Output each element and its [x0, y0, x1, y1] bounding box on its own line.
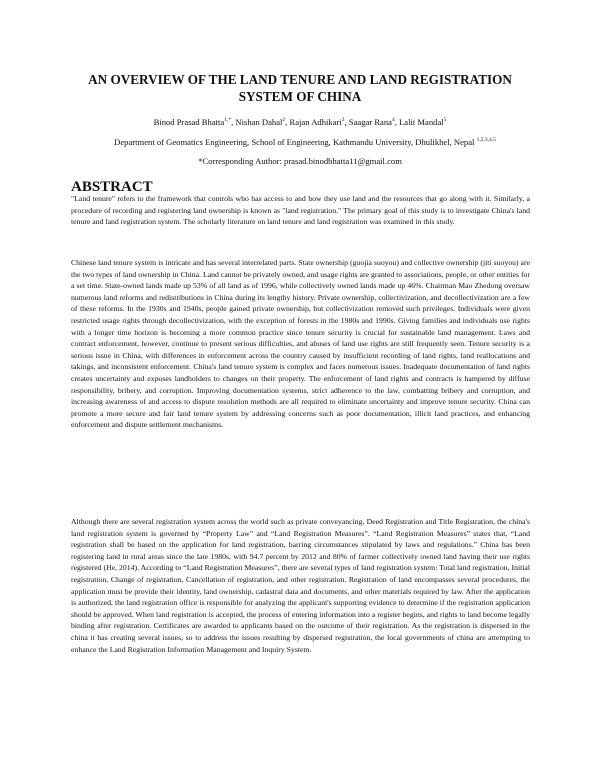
author-list: Binod Prasad Bhatta$^{1,*}$, Nishan Dahal$^2$, Rajan Adhikari$^3$, Saagar Rana$^4$, Lalit Mandal$^5$	[153, 117, 447, 127]
affiliation-mark: 1,2,3,4,5	[476, 137, 496, 144]
author-affiliation-mark: 1,*	[224, 117, 232, 124]
paper-title: AN OVERVIEW OF THE LAND TENURE AND LAND REGISTRATION SYSTEM OF CHINA	[88, 72, 512, 104]
author-name: Lalit Mandal	[399, 117, 444, 127]
author-name: Saagar Rana	[348, 117, 392, 127]
affiliation	[70, 136, 540, 148]
author-affiliation-mark: 3	[341, 117, 345, 124]
author-name: Binod Prasad Bhatta	[153, 117, 225, 127]
abstract-paragraph: Although there are several registration system across the world such as private conveyancing, Deed Registration and Title Registration, the china's land registration system is governed by “Property Law” and “Land Registration Measures”. “Land Registration Measures” states that, “Land registration shall be based on the application for land registration, barring circumstances stipulated by laws and regulations.” China has been registering land in rural areas since the late 1980s, with 94.7 percent by 2012 and 80% of farmer collectively owned land having their use rights registered (He, 2014). According to “Land Registration Measures”, there are several types of land registration system: Total land registration, Initial registration, Change of registration, Cancellation of registration, and other registration. Registration of land encompasses several procedures, the application must be provide their identity, land ownership, cadastral data and documents, and other materials required by law. After the application is authorized, the land registration office is responsible for analyzing the applicant's supporting evidence to determine if the registration application should be approved. When land registration is accepted, the process of entering information into a register begins, and rights to land become legally binding after registration. Certificates are awarded to applicants based on the outcome of their registration. As the registration is dispersed in the china it has creating several issues, so to address the issues resulting by dispersed registration, the local governments of china are attempting to enhance the Land Registration Information Management and Inquiry System.	[71, 517, 530, 654]
author-affiliation-mark: 4	[391, 117, 395, 124]
author-affiliation-mark: 2	[282, 117, 286, 124]
corresponding-author: *Corresponding Author: prasad.binodbhatta11@gmail.com	[198, 156, 402, 166]
abstract-paragraph: Chinese land tenure system is intricate and has several interrelated parts. State ownership (guojia suoyou) and collective ownership (jiti suoyou) are the two types of land ownership in China. Land cannot be privately owned, and usage rights are granted to associations, people, or other entities for a set time. State-owned lands made up 53% of all land as of 1996, while collectively owned lands made up 46%. Chairman Mao Zhedong oversaw numerous land reforms and redistributions in China during its lengthy history. Private ownership, collectivization, and decollectivization are a few of these reforms. In the 1930s and 1940s, people gained private ownership, but collectivization removed such privileges. Individuals were given restricted usage rights through decollectivization, with the exception of forests in the 1980s and 1990s. Giving families and individuals use rights with a longer time horizon is becoming a more common practice since tenure security is crucial for sustainable land management. Laws and contract enforcement, however, continue to present serious difficulties, and abuses of land use rights are still frequently seen. Tenure security is a serious issue in China, with differences in enforcement across the country caused by insufficient recording of land rights, land reallocations and takings, and inconsistent enforcement. China's land tenure system is complex and faces numerous issues. Inadequate documentation of land rights creates uncertainty and exposes landholders to changes on their property. The enforcement of land rights and contracts is hampered by diffuse responsibility, bribery, and corruption. Improving documentation systems, strict adherence to the law, combatting bribery and corruption, and increasing awareness of and access to dispute resolution methods are all required to eliminate uncertainty and improve tenure security. China can promote a more secure and fair land tenure system by addressing concerns such as poor documentation, illicit land practices, and enhancing enforcement and dispute settlement mechanisms.	[71, 258, 530, 430]
abstract-paragraph: "Land tenure" refers to the framework that controls who has access to and how they use land and the resources that go along with it. Similarly, a procedure of recording and registering land ownership is known as "land registration." The primary goal of this study is to investigate China's land tenure and land registration system. The scholarly literature on land tenure and land registration was examined in this study.	[71, 194, 530, 227]
abstract-heading: ABSTRACT	[71, 179, 153, 195]
author-affiliation-mark: 5	[443, 117, 447, 124]
author-name: Rajan Adhikari	[289, 117, 342, 127]
author-name: Nishan Dahal	[235, 117, 283, 127]
affiliation-text: Department of Geomatics Engineering, School of Engineering, Kathmandu University, Dhulikhel, Nepal	[114, 137, 475, 147]
